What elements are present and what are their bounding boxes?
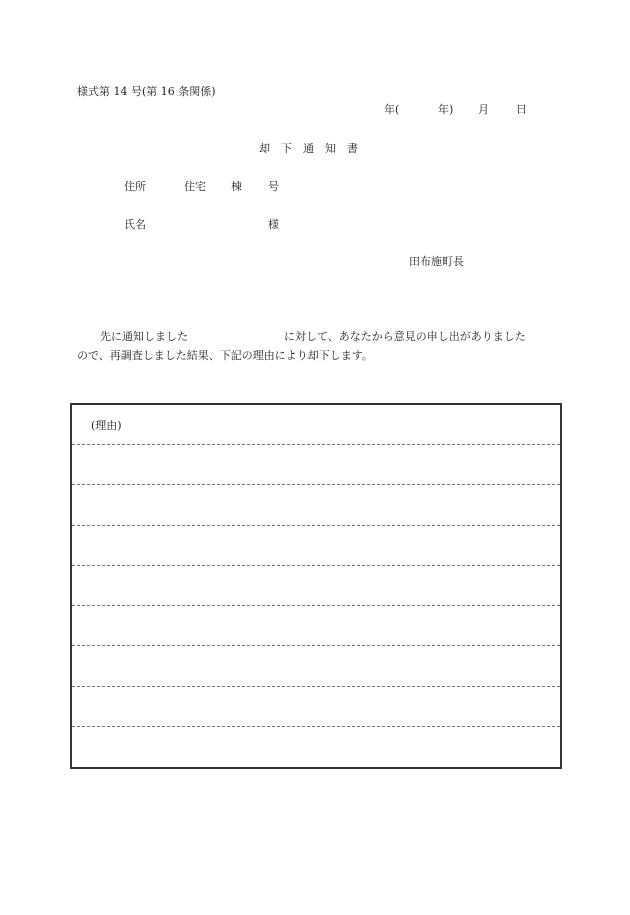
date-year-label: 年) [438, 103, 454, 116]
title-char: 下 [281, 142, 292, 155]
housing-label: 住宅 [184, 180, 206, 193]
body-text-line-2: ので、再調査しました結果、下記の理由により却下します。 [77, 349, 373, 362]
issuer-name: 田布施町長 [409, 255, 464, 268]
title-char: 却 [259, 142, 270, 155]
ruled-line [72, 645, 560, 646]
ruled-line [72, 726, 560, 727]
date-row [384, 104, 527, 115]
body-text-after-blank: に対して、あなたから意見の申し出がありました [284, 330, 526, 343]
document-title [259, 143, 369, 154]
ruled-line [72, 686, 560, 687]
ruled-line [72, 565, 560, 566]
title-char: 書 [347, 142, 358, 155]
title-char: 通 [303, 142, 314, 155]
unit-number-label: 号 [268, 180, 279, 193]
name-label: 氏名 [124, 218, 146, 231]
body-text-before-blank: 先に通知しました [100, 330, 188, 343]
ruled-line [72, 525, 560, 526]
ruled-line [72, 444, 560, 445]
reason-label: (理由) [91, 419, 122, 432]
address-label: 住所 [124, 180, 146, 193]
body-text-line-1 [100, 331, 526, 342]
title-char: 知 [325, 142, 336, 155]
reason-box [70, 403, 562, 769]
ruled-line [72, 605, 560, 606]
ruled-line [72, 484, 560, 485]
date-day-label: 日 [516, 103, 527, 116]
date-month-label: 月 [478, 103, 489, 116]
date-era-label: 年( [384, 103, 400, 116]
building-label: 棟 [231, 180, 242, 193]
honorific-label: 様 [268, 218, 279, 231]
form-number: 様式第 14 号(第 16 条関係) [77, 85, 216, 98]
